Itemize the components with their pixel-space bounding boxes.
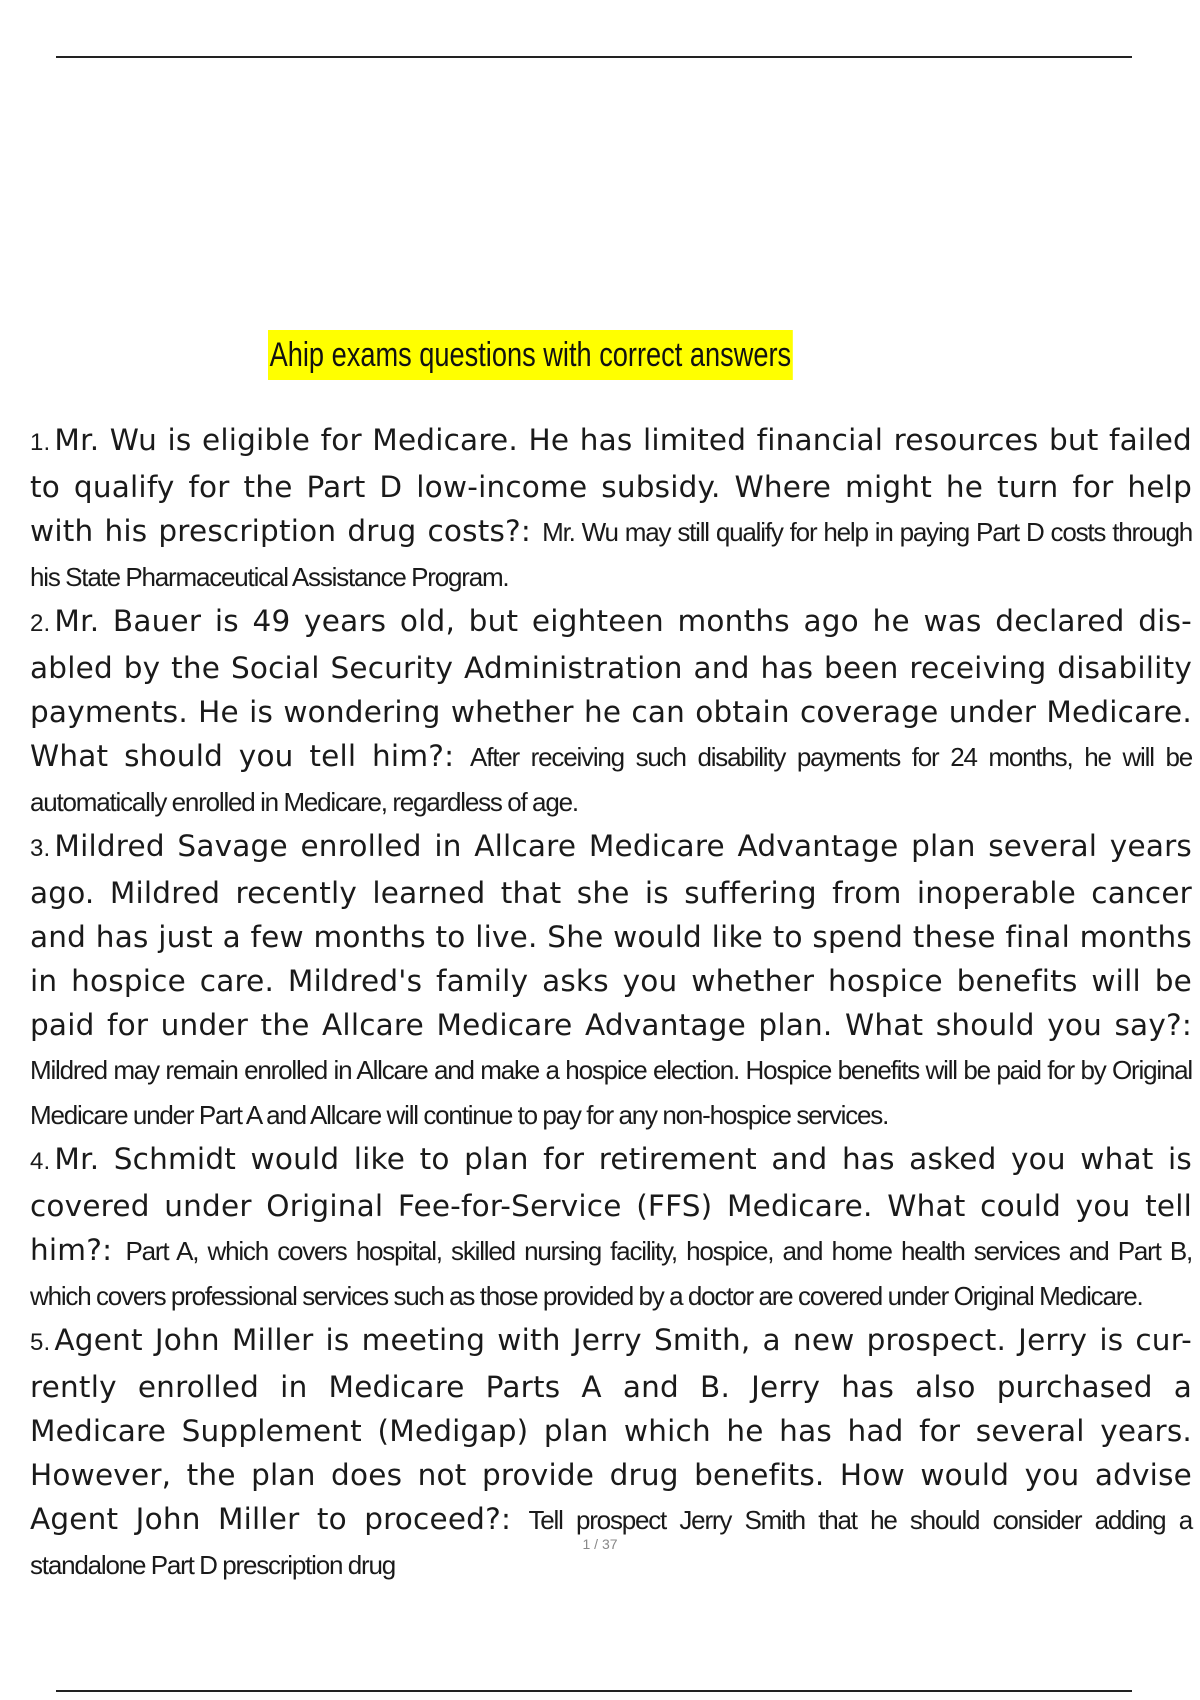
- question-number: 1.: [30, 429, 51, 456]
- question-number: 2.: [30, 610, 51, 637]
- qa-list: [30, 418, 1192, 1587]
- qa-item: [30, 1137, 1192, 1318]
- question-text: Mr. Schmidt would like to plan for retirement and has asked you what is covered under Original Fee-for-Service (FFS) Medicare. What could you tell him?:: [30, 1142, 1192, 1267]
- answer-text: Mr. Wu may still qualify for help in paying Part D costs through his State Pharmaceutical Assistance Program.: [30, 517, 1193, 592]
- question-text: Mr. Bauer is 49 years old, but eighteen months ago he was declared dis-abled by the Social Security Administration and has been receiving disability payments. He is wondering whether he can obtain coverage under Medicare. What should you tell him?:: [30, 604, 1192, 773]
- document-title: Ahip exams questions with correct answers: [268, 330, 793, 380]
- qa-item: [30, 418, 1192, 599]
- question-text: Mr. Wu is eligible for Medicare. He has limited financial resources but failed to qualify for the Part D low-income subsidy. Where might he turn for help with his prescription drug costs?:: [30, 423, 1192, 548]
- qa-item: [30, 824, 1192, 1137]
- qa-item: [30, 599, 1192, 824]
- question-number: 4.: [30, 1148, 51, 1175]
- bottom-rule: [56, 1690, 1132, 1692]
- answer-text: Part A, which covers hospital, skilled nursing facility, hospice, and home health services and Part B, which covers professional services such as those provided by a doctor are covered under Original Medicare.: [30, 1236, 1193, 1311]
- answer-text: Mildred may remain enrolled in Allcare and make a hospice election. Hospice benefits will be paid for by Original Medicare under Part A and Allcare will continue to pay for any non-hospice services.: [30, 1055, 1192, 1130]
- top-rule: [56, 56, 1132, 58]
- question-number: 3.: [30, 835, 51, 862]
- answer-text: After receiving such disability payments for 24 months, he will be automatically enrolled in Medicare, regardless of age.: [30, 742, 1193, 817]
- page-number: 1 / 37: [582, 1536, 618, 1552]
- question-number: 5.: [30, 1329, 51, 1356]
- title-wrap: [268, 330, 828, 380]
- question-text: Mildred Savage enrolled in Allcare Medicare Advantage plan several years ago. Mildred recently learned that she is suffering from inoperable cancer and has just a few months to live. She would like to spend these final months in hospice care. Mildred's family asks you whether hospice benefits will be paid for under the Allcare Medicare Advantage plan. What should you say?:: [30, 829, 1192, 1042]
- question-text: Agent John Miller is meeting with Jerry Smith, a new prospect. Jerry is cur-rently enrolled in Medicare Parts A and B. Jerry has also purchased a Medicare Supplement (Medigap) plan which he has had for several years. However, the plan does not provide drug benefits. How would you advise Agent John Miller to proceed?:: [30, 1323, 1192, 1536]
- answer-text: Tell prospect Jerry Smith that he should consider adding a standalone Part D prescription drug: [30, 1505, 1193, 1580]
